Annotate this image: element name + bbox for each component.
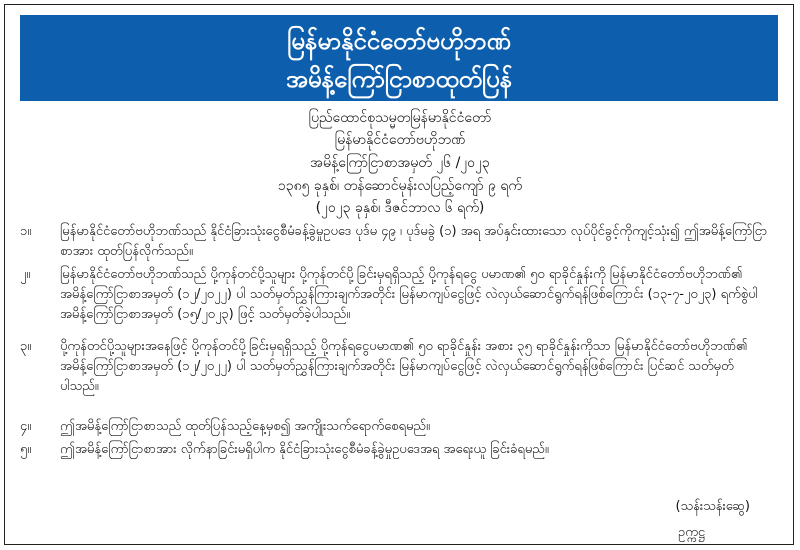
paragraph-number: ၂။ — [20, 267, 31, 282]
paragraph-text: ဤအမိန့်ကြော်ငြာစာသည် ထုတ်ပြန်သည့်နေ့မှစ၍ အကျိုးသက်ရောက်စေရမည်။ — [60, 419, 430, 434]
paragraph-text: ပို့ကုန်တင်ပို့သူများအနေဖြင့် ပို့ကုန်တင်ပို့ခြင်းမှရရှိသည့် ပို့ကုန်ရငွေပမာဏ၏ ၅၀ ရာခိုင်နှုန်း အစား ၃၅ ရာခိုင်နှုန်းကိုသာ မြန်မာနိုင်ငံတော်ဗဟိုဘဏ်၏ အမိန့်ကြော်ငြာစာအမှတ် (၁၂/၂၀၂၂) ပါ သတ်မှတ်ညွှန်ကြားချက်အတိုင်း မြန်မာကျပ်ငွေဖြင့် လဲလှယ်ဆောင်ရွက်ရန်ဖြစ်ကြောင်း ပြင်ဆင် သတ်မှတ်ပါသည်။ — [60, 339, 748, 394]
title-banner — [20, 15, 778, 101]
paragraph-number: ၅။ — [20, 442, 32, 457]
paragraph-4 — [20, 417, 772, 437]
header-line5: (၂၀၂၃ ခုနှစ်၊ ဒီဇင်ဘာလ ၆ ရက်) — [315, 200, 485, 216]
banner-title-line2: အမိန့်ကြော်ငြာစာထုတ်ပြန် — [285, 65, 513, 93]
header-line3: အမိန့်ကြော်ငြာစာအမှတ် ၂၆ /၂၀၂၃ — [310, 155, 490, 171]
paragraph-2 — [20, 265, 772, 325]
paragraph-3 — [20, 337, 772, 397]
signatory-name: (သန်းသန်းဆွေ) — [675, 499, 750, 514]
paragraph-text: မြန်မာနိုင်ငံတော်ဗဟိုဘဏ်သည် နိုင်ငံခြားသုံးငွေစီမံခန့်ခွဲမှုဥပဒေ ပုဒ်မ ၄၉ ၊ ပုဒ်မခွဲ (၁) အရ အပ်နှင်းထားသော လုပ်ပိုင်ခွင့်ကိုကျင့်သုံး၍ ဤအမိန့်ကြော်ငြာစာအား ထုတ်ပြန်လိုက်သည်။ — [60, 224, 768, 259]
header-line2: မြန်မာနိုင်ငံတော်ဗဟိုဘဏ် — [334, 132, 466, 148]
paragraph-text: မြန်မာနိုင်ငံတော်ဗဟိုဘဏ်သည် ပို့ကုန်တင်ပို့သူများ ပို့ကုန်တင်ပို့ခြင်းမှရရှိသည့် ပို့ကုန်ရငွေ ပမာဏ၏ ၅၀ ရာခိုင်နှုန်းကို မြန်မာနိုင်ငံတော်ဗဟိုဘဏ်၏ အမိန့်ကြော်ငြာစာအမှတ် (၁၂/၂၀၂၂) ပါ သတ်မှတ်ညွှန်ကြားချက်အတိုင်း မြန်မာကျပ်ငွေဖြင့် လဲလှယ်ဆောင်ရွက်ရန်ဖြစ်ကြောင်း (၁၃-၇-၂၀၂၃) ရက်စွဲပါ အမိန့်ကြော်ငြာစာအမှတ် (၁၅/၂၀၂၃) ဖြင့် သတ်မှတ်ခဲ့ပါသည်။ — [60, 267, 758, 322]
banner-title-line1: မြန်မာနိုင်ငံတော်ဗဟိုဘဏ် — [287, 27, 511, 55]
header-line1: ပြည်ထောင်စုသမ္မတမြန်မာနိုင်ငံတော် — [308, 110, 492, 126]
signatory-title: ဥက္ကဋ္ဌ — [678, 525, 705, 540]
paragraph-number: ၁။ — [20, 224, 32, 239]
paragraph-1 — [20, 222, 772, 262]
paragraph-text: ဤအမိန့်ကြော်ငြာစာအား လိုက်နာခြင်းမရှိပါက နိုင်ငံခြားသုံးငွေစီမံခန့်ခွဲမှုဥပဒေအရ အရေးယူ ခြင်းခံရမည်။ — [60, 442, 549, 457]
paragraph-number: ၄။ — [20, 419, 32, 434]
paragraph-5 — [20, 440, 772, 460]
paragraph-number: ၃။ — [20, 339, 32, 354]
header-line4: ၁၃၈၅ ခုနှစ်၊ တန်ဆောင်မုန်းလပြည့်ကျော် ၉ ရက် — [277, 178, 523, 194]
